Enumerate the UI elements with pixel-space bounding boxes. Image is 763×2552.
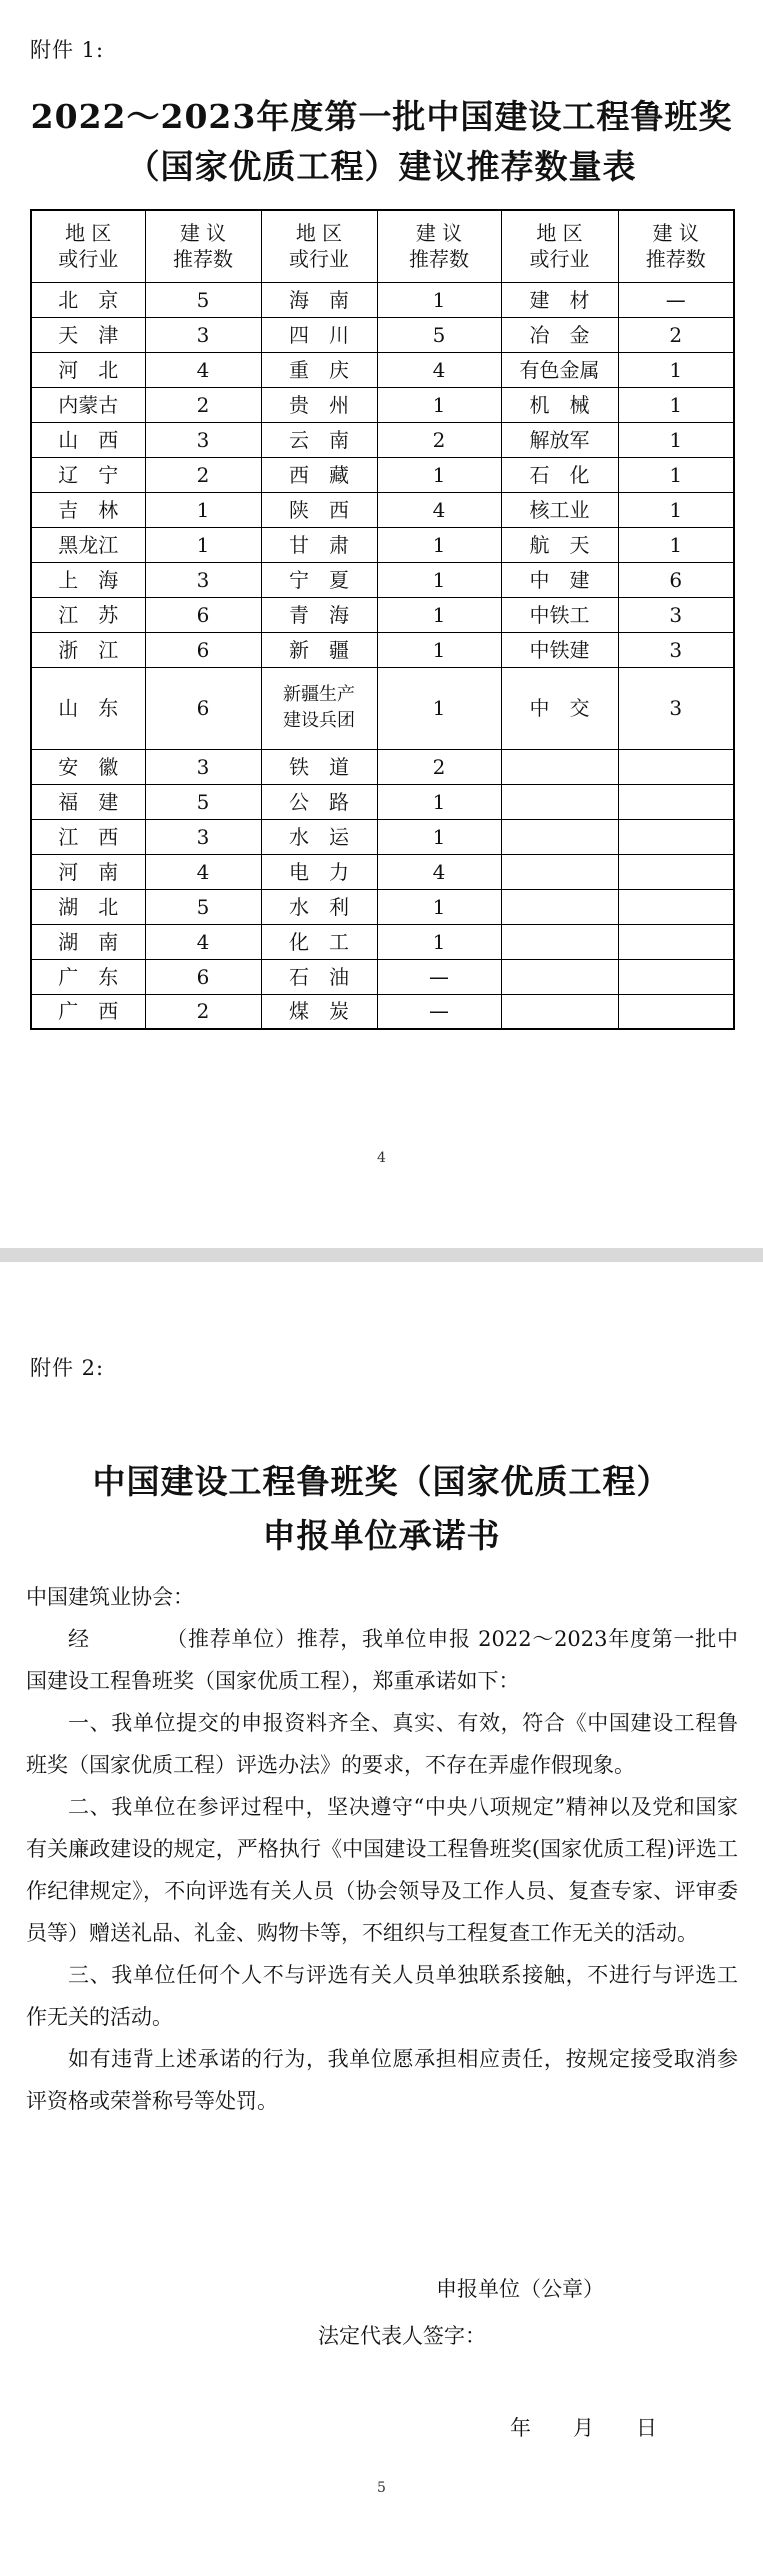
count-cell: 1 [618, 422, 734, 457]
region-cell: 新疆生产 建设兵团 [261, 667, 377, 749]
table-row [31, 667, 734, 749]
region-cell: 黑龙江 [31, 527, 145, 562]
count-cell: 1 [377, 562, 501, 597]
table-row [31, 282, 734, 317]
region-cell: 广 西 [31, 994, 145, 1029]
table-row [31, 387, 734, 422]
count-cell: 1 [377, 889, 501, 924]
count-cell: 1 [377, 819, 501, 854]
region-cell: 冶 金 [501, 317, 618, 352]
count-cell [618, 819, 734, 854]
header-recommended-count: 建 议 推荐数 [145, 210, 261, 282]
page-number: 4 [377, 1150, 386, 1166]
region-cell: 重 庆 [261, 352, 377, 387]
count-cell: 6 [145, 597, 261, 632]
region-cell: 福 建 [31, 784, 145, 819]
header-recommended-count: 建 议 推荐数 [377, 210, 501, 282]
header-recommended-count: 建 议 推荐数 [618, 210, 734, 282]
count-cell: 2 [145, 387, 261, 422]
table-row [31, 819, 734, 854]
count-cell: 1 [618, 492, 734, 527]
count-cell: 2 [145, 994, 261, 1029]
applicant-seal-label: 申报单位（公章） [436, 2277, 604, 2301]
region-cell: 甘 肃 [261, 527, 377, 562]
count-cell: 1 [377, 632, 501, 667]
count-cell: 4 [377, 492, 501, 527]
region-cell: 江 西 [31, 819, 145, 854]
region-cell: 江 苏 [31, 597, 145, 632]
count-cell: 5 [145, 282, 261, 317]
count-cell: 6 [145, 632, 261, 667]
count-cell: 1 [145, 527, 261, 562]
region-cell: 北 京 [31, 282, 145, 317]
region-cell: 天 津 [31, 317, 145, 352]
table-title-line-1: 2022～2023年度第一批中国建设工程鲁班奖 [30, 97, 733, 136]
count-cell: 3 [618, 632, 734, 667]
region-cell: 四 川 [261, 317, 377, 352]
count-cell [618, 854, 734, 889]
region-cell: 水 利 [261, 889, 377, 924]
region-cell: 浙 江 [31, 632, 145, 667]
count-cell: 3 [145, 819, 261, 854]
count-cell [618, 959, 734, 994]
page-separator [0, 1248, 763, 1262]
region-cell: 湖 北 [31, 889, 145, 924]
region-cell: 机 械 [501, 387, 618, 422]
region-cell: 山 西 [31, 422, 145, 457]
region-cell: 水 运 [261, 819, 377, 854]
pledge-paragraph-intro: 经 （推荐单位）推荐，我单位申报 2022～2023年度第一批中国建设工程鲁班奖（国家优质工程），郑重承诺如下： [26, 1627, 738, 1693]
table-row [31, 352, 734, 387]
region-cell: 核工业 [501, 492, 618, 527]
region-cell: 河 南 [31, 854, 145, 889]
count-cell: 1 [377, 527, 501, 562]
attachment-label: 附件 2: [30, 1356, 105, 1380]
count-cell: 1 [377, 784, 501, 819]
region-cell: 中 交 [501, 667, 618, 749]
region-cell: 青 海 [261, 597, 377, 632]
count-cell [618, 889, 734, 924]
region-cell: 湖 南 [31, 924, 145, 959]
count-cell: 3 [618, 667, 734, 749]
region-cell: 安 徽 [31, 749, 145, 784]
region-cell: 陕 西 [261, 492, 377, 527]
region-cell: 解放军 [501, 422, 618, 457]
region-cell: 中 建 [501, 562, 618, 597]
count-cell: 3 [145, 422, 261, 457]
region-cell: 化 工 [261, 924, 377, 959]
region-cell: 建 材 [501, 282, 618, 317]
table-row [31, 597, 734, 632]
pledge-title-line-2: 申报单位承诺书 [262, 1516, 501, 1555]
header-region-or-industry: 地 区 或行业 [31, 210, 145, 282]
table-header-row [31, 210, 734, 282]
pledge-paragraph-closing: 如有违背上述承诺的行为，我单位愿承担相应责任，按规定接受取消参评资格或荣誉称号等处罚。 [26, 2047, 738, 2113]
region-cell: 新 疆 [261, 632, 377, 667]
region-cell [501, 889, 618, 924]
region-cell: 山 东 [31, 667, 145, 749]
count-cell: 4 [377, 854, 501, 889]
count-cell: 2 [145, 457, 261, 492]
count-cell: 3 [145, 749, 261, 784]
count-cell: 1 [377, 282, 501, 317]
region-cell [501, 854, 618, 889]
count-cell: — [377, 994, 501, 1029]
region-cell: 中铁建 [501, 632, 618, 667]
region-cell [501, 994, 618, 1029]
count-cell: 1 [377, 667, 501, 749]
count-cell: 1 [377, 457, 501, 492]
count-cell: 3 [145, 562, 261, 597]
table-row [31, 959, 734, 994]
count-cell: 6 [145, 667, 261, 749]
pledge-body [26, 1576, 738, 2122]
table-row [31, 854, 734, 889]
count-cell: 5 [145, 784, 261, 819]
count-cell: 1 [618, 387, 734, 422]
table-row [31, 492, 734, 527]
recommendation-quota-table [30, 209, 735, 1030]
region-cell: 海 南 [261, 282, 377, 317]
page-2 [0, 1262, 763, 2552]
count-cell: 6 [618, 562, 734, 597]
date-line: 年 月 日 [510, 2416, 657, 2440]
pledge-title-line-1: 中国建设工程鲁班奖（国家优质工程） [92, 1462, 671, 1501]
page-number: 5 [377, 2480, 386, 2496]
count-cell: 2 [377, 749, 501, 784]
count-cell [618, 784, 734, 819]
legal-representative-signature-label: 法定代表人签字： [318, 2324, 486, 2348]
region-cell [501, 819, 618, 854]
count-cell: — [377, 959, 501, 994]
region-cell: 吉 林 [31, 492, 145, 527]
count-cell: 4 [377, 352, 501, 387]
region-cell: 贵 州 [261, 387, 377, 422]
count-cell: 1 [377, 387, 501, 422]
table-row [31, 632, 734, 667]
count-cell [618, 749, 734, 784]
region-cell: 辽 宁 [31, 457, 145, 492]
region-cell [501, 784, 618, 819]
table-title-line-2: （国家优质工程）建议推荐数量表 [126, 147, 637, 186]
region-cell: 煤 炭 [261, 994, 377, 1029]
count-cell: 3 [145, 317, 261, 352]
table-row [31, 924, 734, 959]
region-cell [501, 959, 618, 994]
table-row [31, 784, 734, 819]
region-cell: 上 海 [31, 562, 145, 597]
region-cell: 铁 道 [261, 749, 377, 784]
count-cell: 1 [618, 527, 734, 562]
table-row [31, 527, 734, 562]
region-cell: 西 藏 [261, 457, 377, 492]
region-cell: 公 路 [261, 784, 377, 819]
count-cell: 2 [618, 317, 734, 352]
region-cell: 广 东 [31, 959, 145, 994]
attachment-label: 附件 1: [30, 38, 105, 62]
header-region-or-industry: 地 区 或行业 [501, 210, 618, 282]
region-cell [501, 924, 618, 959]
region-cell: 中铁工 [501, 597, 618, 632]
count-cell: 2 [377, 422, 501, 457]
pledge-paragraph-1: 一、我单位提交的申报资料齐全、真实、有效，符合《中国建设工程鲁班奖（国家优质工程）评选办法》的要求，不存在弄虚作假现象。 [26, 1711, 738, 1777]
count-cell: 1 [618, 457, 734, 492]
region-cell: 石 化 [501, 457, 618, 492]
count-cell: 4 [145, 924, 261, 959]
region-cell: 河 北 [31, 352, 145, 387]
count-cell [618, 994, 734, 1029]
addressee: 中国建筑业协会： [26, 1585, 194, 1609]
header-region-or-industry: 地 区 或行业 [261, 210, 377, 282]
count-cell: 4 [145, 854, 261, 889]
table-row [31, 562, 734, 597]
region-cell: 宁 夏 [261, 562, 377, 597]
count-cell: — [618, 282, 734, 317]
count-cell [618, 924, 734, 959]
region-cell: 有色金属 [501, 352, 618, 387]
count-cell: 1 [145, 492, 261, 527]
count-cell: 1 [377, 924, 501, 959]
count-cell: 3 [618, 597, 734, 632]
count-cell: 5 [145, 889, 261, 924]
region-cell: 航 天 [501, 527, 618, 562]
table-row [31, 457, 734, 492]
table-row [31, 889, 734, 924]
region-cell: 石 油 [261, 959, 377, 994]
page-1 [0, 0, 763, 1248]
region-cell [501, 749, 618, 784]
table-row [31, 749, 734, 784]
region-cell: 电 力 [261, 854, 377, 889]
table-row [31, 994, 734, 1029]
table-row [31, 422, 734, 457]
count-cell: 5 [377, 317, 501, 352]
count-cell: 4 [145, 352, 261, 387]
count-cell: 1 [377, 597, 501, 632]
pledge-paragraph-3: 三、我单位任何个人不与评选有关人员单独联系接触，不进行与评选工作无关的活动。 [26, 1963, 738, 2029]
count-cell: 6 [145, 959, 261, 994]
region-cell: 云 南 [261, 422, 377, 457]
table-row [31, 317, 734, 352]
region-cell: 内蒙古 [31, 387, 145, 422]
pledge-paragraph-2: 二、我单位在参评过程中，坚决遵守“中央八项规定”精神以及党和国家有关廉政建设的规定，严格执行《中国建设工程鲁班奖(国家优质工程)评选工作纪律规定》，不向评选有关人员（协会领导及工作人员、复查专家、评审委员等）赠送礼品、礼金、购物卡等，不组织与工程复查工作无关的活动。 [26, 1795, 738, 1945]
count-cell: 1 [618, 352, 734, 387]
